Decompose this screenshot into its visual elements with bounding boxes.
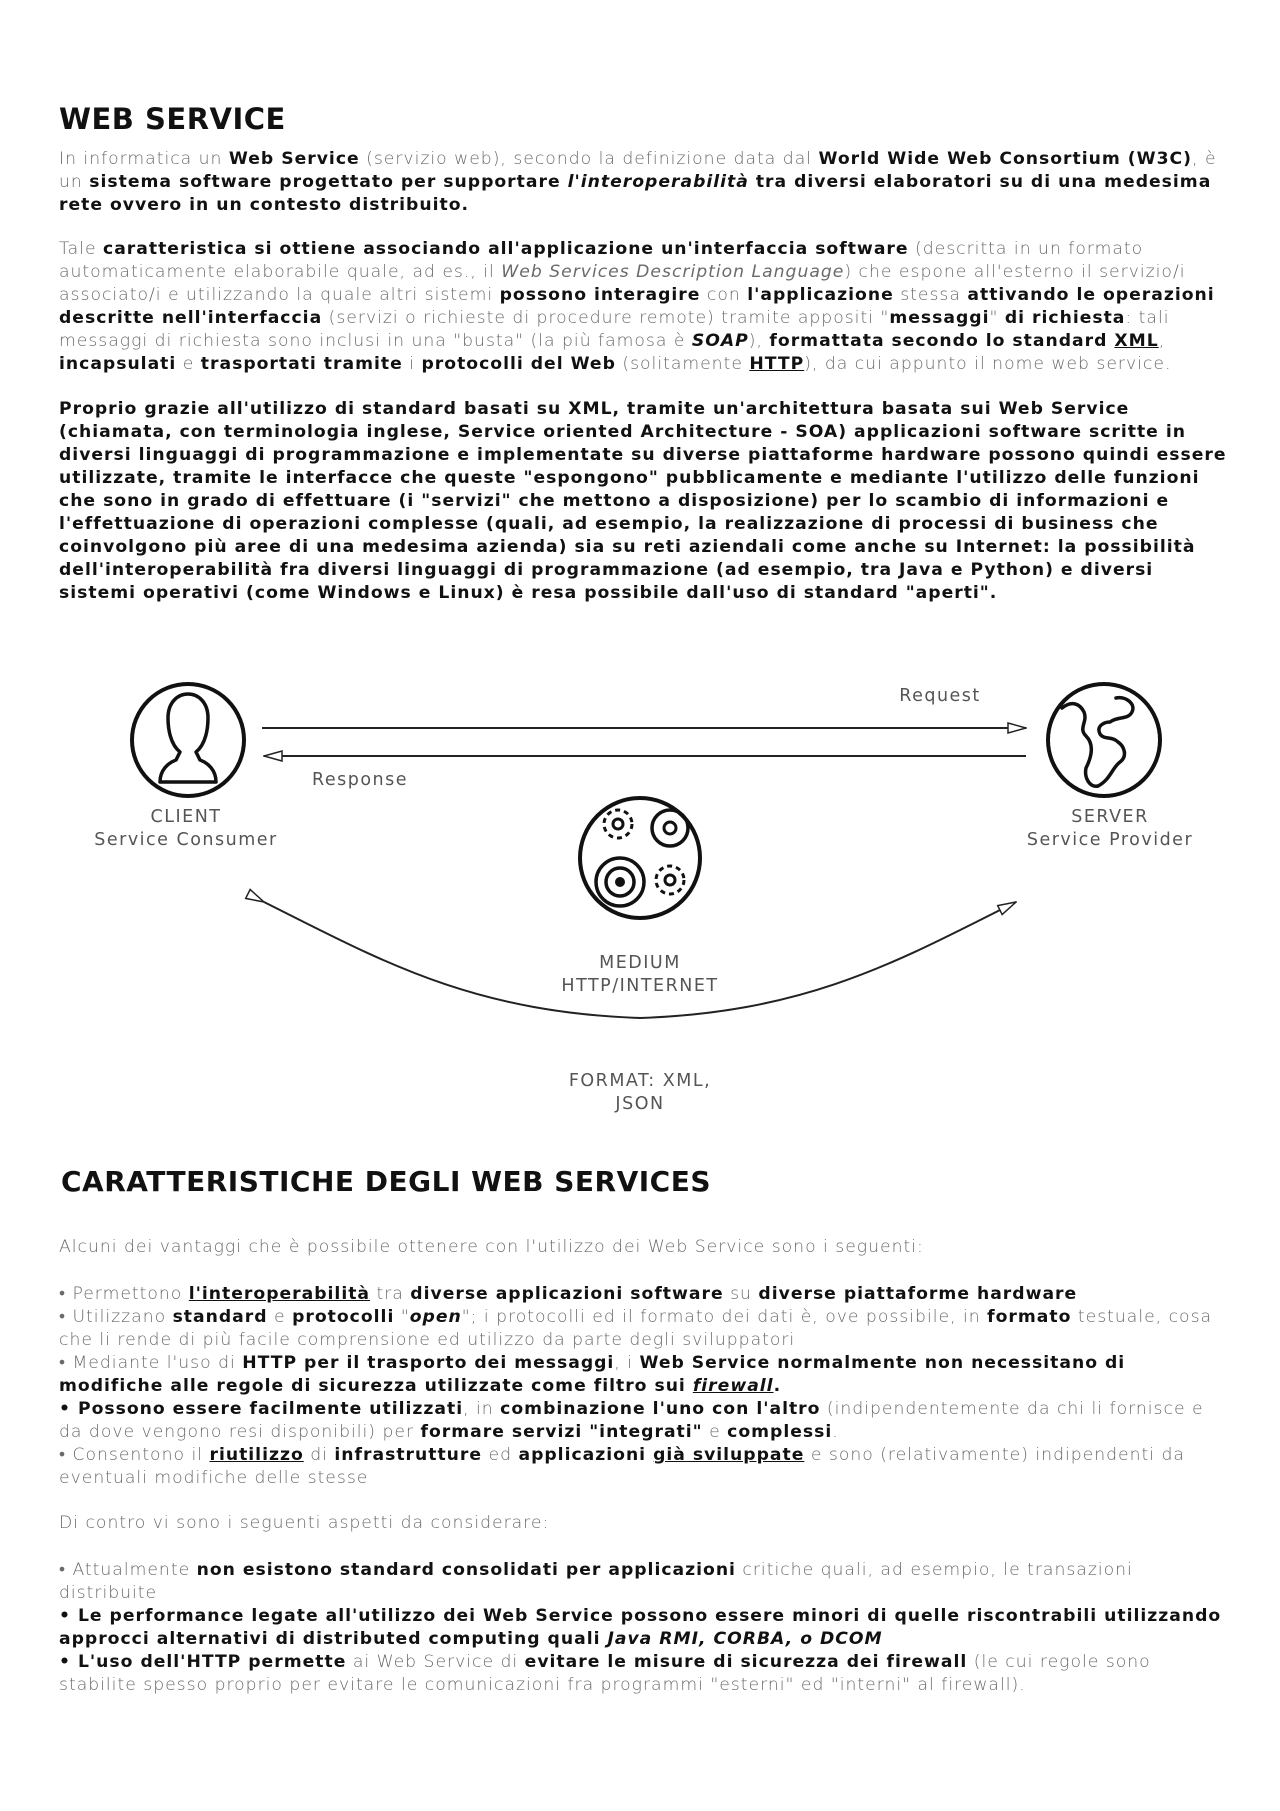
- text: tra: [370, 1284, 411, 1304]
- text: su: [723, 1284, 759, 1304]
- bold-italic-text: open: [409, 1307, 462, 1327]
- bold-text: l'applicazione: [747, 285, 894, 305]
- bold-text: • Le performance legate all'utilizzo dei Web Service possono essere minori di quelle riscontrabili utilizzando approcci alternativi di distributed computing quali: [59, 1606, 1222, 1649]
- text: e sono (relativamente) indipendenti da eventuali modifiche delle stesse: [59, 1445, 1185, 1488]
- link-gia-sviluppate[interactable]: già sviluppate: [653, 1445, 805, 1465]
- paragraph-definition: [59, 148, 1229, 217]
- text: (indipendentemente da chi li fornisce e da dove vengono resi disponibili) per: [59, 1399, 1204, 1442]
- link-riutilizzo[interactable]: riutilizzo: [209, 1445, 304, 1465]
- bold-text: diverse applicazioni software: [410, 1284, 724, 1304]
- text: , in: [463, 1399, 501, 1419]
- client-subtitle: Service Consumer: [94, 830, 278, 850]
- format-subtitle: JSON: [615, 1094, 665, 1114]
- text: Tale: [59, 239, 103, 259]
- text: .: [832, 1422, 839, 1442]
- text: , è un: [59, 149, 1217, 192]
- bold-italic-text: SOAP: [691, 331, 749, 351]
- text: di: [303, 1445, 335, 1465]
- bold-text: .: [773, 1376, 782, 1396]
- text: ": [394, 1307, 410, 1327]
- bold-text: complessi: [727, 1422, 833, 1442]
- text: In informatica un: [59, 149, 229, 169]
- bold-text: evitare le misure di sicurezza dei firewall: [524, 1652, 968, 1672]
- format-title: FORMAT: XML,: [568, 1071, 712, 1091]
- user-icon: [132, 684, 244, 796]
- bold-text: trasportati tramite: [200, 354, 403, 374]
- link-http[interactable]: HTTP: [749, 354, 805, 374]
- bold-text: protocolli: [292, 1307, 395, 1327]
- text: stessa: [893, 285, 968, 305]
- bold-text: infrastrutture: [334, 1445, 483, 1465]
- gears-icon: [580, 798, 700, 918]
- server-title: SERVER: [1071, 807, 1149, 827]
- text: testuale, cosa che li rende di più facile comprensione ed utilizzo da parte degli sviluppatori: [59, 1307, 1213, 1350]
- text: • Attualmente: [59, 1560, 197, 1580]
- text: critiche quali, ad esempio, le transazioni distribuite: [59, 1560, 1133, 1603]
- bold-text: protocolli del Web: [421, 354, 616, 374]
- section-title-caratteristiche: CARATTERISTICHE DEGLI WEB SERVICES: [61, 1165, 712, 1198]
- list-item: [59, 1306, 1229, 1352]
- text: (solitamente: [615, 354, 750, 374]
- bold-text: World Wide Web Consortium (W3C): [818, 149, 1193, 169]
- bold-text: possono interagire: [499, 285, 701, 305]
- bold-text: • L'uso dell'HTTP permette: [59, 1652, 347, 1672]
- bold-text: non esistono standard consolidati per applicazioni: [196, 1560, 736, 1580]
- text: "; i protocolli ed il formato dei dati è, ove possibile, in: [461, 1307, 988, 1327]
- bold-text: sistema software progettato per supportare: [89, 172, 568, 192]
- bold-text: standard: [172, 1307, 268, 1327]
- list-item: [59, 1605, 1229, 1651]
- bold-text: Web Service normalmente non necessitano di modifiche alle regole di sicurezza utilizzate come filtro sui: [59, 1353, 1126, 1396]
- bold-italic-text: Java RMI, CORBA, o DCOM: [607, 1629, 883, 1649]
- section-title-web-service: WEB SERVICE: [59, 102, 286, 136]
- bold-text: formattata secondo lo standard: [769, 331, 1115, 351]
- text: e: [267, 1307, 293, 1327]
- list-item: [59, 1444, 1229, 1490]
- medium-title: MEDIUM: [599, 953, 681, 973]
- text: (servizio web), secondo la definizione data dal: [359, 149, 819, 169]
- bold-text: caratteristica si ottiene associando all'applicazione un'interfaccia software: [103, 239, 909, 259]
- client-server-diagram: [0, 660, 1280, 1130]
- text: (descritta in un formato automaticamente elaborabile quale, ad es., il: [59, 239, 1144, 282]
- bold-italic-text: l'interoperabilità: [567, 172, 749, 192]
- bold-text: combinazione l'uno con l'altro: [500, 1399, 821, 1419]
- client-label: [76, 806, 296, 852]
- text: (servizi o richieste di procedure remote) tramite appositi ": [322, 308, 890, 328]
- text: • Mediante l'uso di: [59, 1353, 243, 1373]
- text: i: [402, 354, 422, 374]
- bold-text: formare servizi "integrati": [420, 1422, 703, 1442]
- text: : tali messaggi di richiesta sono inclusi in una "busta" (la più famosa è: [59, 308, 1170, 351]
- bold-text: incapsulati: [59, 354, 177, 374]
- bold-text: messaggi: [889, 308, 990, 328]
- format-label: [540, 1070, 740, 1116]
- text: ai Web Service di: [346, 1652, 525, 1672]
- bold-text: HTTP per il trasporto dei messaggi: [242, 1353, 615, 1373]
- paragraph-contro-intro: Di contro vi sono i seguenti aspetti da considerare:: [59, 1513, 550, 1533]
- link-interoperabilita[interactable]: l'interoperabilità: [188, 1284, 371, 1304]
- medium-subtitle: HTTP/INTERNET: [561, 976, 719, 996]
- text: (le cui regole sono stabilite spesso proprio per evitare le comunicazioni fra programmi "esterni" ed "interni" al firewall).: [59, 1652, 1151, 1695]
- text: ),: [748, 331, 770, 351]
- text: ": [989, 308, 1005, 328]
- text: e: [176, 354, 201, 374]
- text: ) che espone all'esterno il servizio/i associato/i e utilizzando la quale altri sistemi: [59, 262, 1186, 305]
- request-label: Request: [899, 686, 981, 706]
- link-xml[interactable]: XML: [1114, 331, 1159, 351]
- text: • Permettono: [59, 1284, 189, 1304]
- text: ), da cui appunto il nome web service.: [804, 354, 1172, 374]
- bold-text: tra diversi elaboratori su di una medesima rete ovvero in un contesto distribuito.: [59, 172, 1212, 215]
- server-subtitle: Service Provider: [1026, 830, 1194, 850]
- text: • Consentono il: [59, 1445, 210, 1465]
- paragraph-soa: [59, 398, 1229, 605]
- paragraph-interface: [59, 238, 1229, 376]
- list-item: [59, 1651, 1229, 1697]
- text: • Utilizzano: [59, 1307, 173, 1327]
- list-item: [59, 1352, 1229, 1398]
- server-label: [1000, 806, 1220, 852]
- text: ,: [1158, 331, 1166, 351]
- bold-text: Proprio grazie all'utilizzo di standard basati su XML, tramite un'architettura basata sui Web Service (chiamata, con terminologia inglese, Service oriented Architecture - SOA) applicazioni software scritte in diversi linguaggi di programmazione e implementate su diverse piattaforme hardware possono quindi essere utilizzate, tramite le interfacce che queste "espongono" pubblicamente e mediante l'utilizzo delle funzioni che sono in grado di effettuare (i "servizi" che mettono a disposizione) per lo scambio di informazioni e l'effettuazione di operazioni complesse (quali, ad esempio, la realizzazione di processi di business che coinvolgono più aree di una medesima azienda) sia su reti aziendali come anche su Internet: la possibilità dell'interoperabilità fra diversi linguaggi di programmazione (ad esempio, tra Java e Python) e diversi sistemi operativi (come Windows e Linux) è resa possibile dall'uso di standard "aperti".: [59, 399, 1227, 603]
- client-title: CLIENT: [150, 807, 222, 827]
- bold-text: Web Service: [228, 149, 360, 169]
- bold-text: attivando le operazioni descritte nell'interfaccia: [59, 285, 1215, 328]
- italic-text: Web Services Description Language: [501, 262, 845, 282]
- bold-text: • Possono essere facilmente utilizzati: [59, 1399, 464, 1419]
- bold-text: applicazioni: [518, 1445, 654, 1465]
- globe-icon: [1048, 684, 1160, 796]
- response-label: Response: [311, 770, 409, 790]
- bold-text: di richiesta: [1004, 308, 1126, 328]
- text: e: [702, 1422, 728, 1442]
- bold-text: diverse piattaforme hardware: [758, 1284, 1078, 1304]
- bold-text: formato: [987, 1307, 1072, 1327]
- disadvantages-list: [59, 1559, 1229, 1697]
- list-item: [59, 1398, 1229, 1444]
- list-item: [59, 1559, 1229, 1605]
- paragraph-vantaggi-intro: Alcuni dei vantaggi che è possibile ottenere con l'utilizzo dei Web Service sono i seguenti:: [59, 1237, 924, 1257]
- text: ed: [482, 1445, 519, 1465]
- list-item: [59, 1283, 1229, 1306]
- text: con: [700, 285, 748, 305]
- advantages-list: [59, 1283, 1229, 1490]
- medium-label: [520, 952, 760, 998]
- diagram-graphics: [0, 660, 1280, 1130]
- link-firewall[interactable]: firewall: [692, 1376, 774, 1396]
- text: , i: [614, 1353, 640, 1373]
